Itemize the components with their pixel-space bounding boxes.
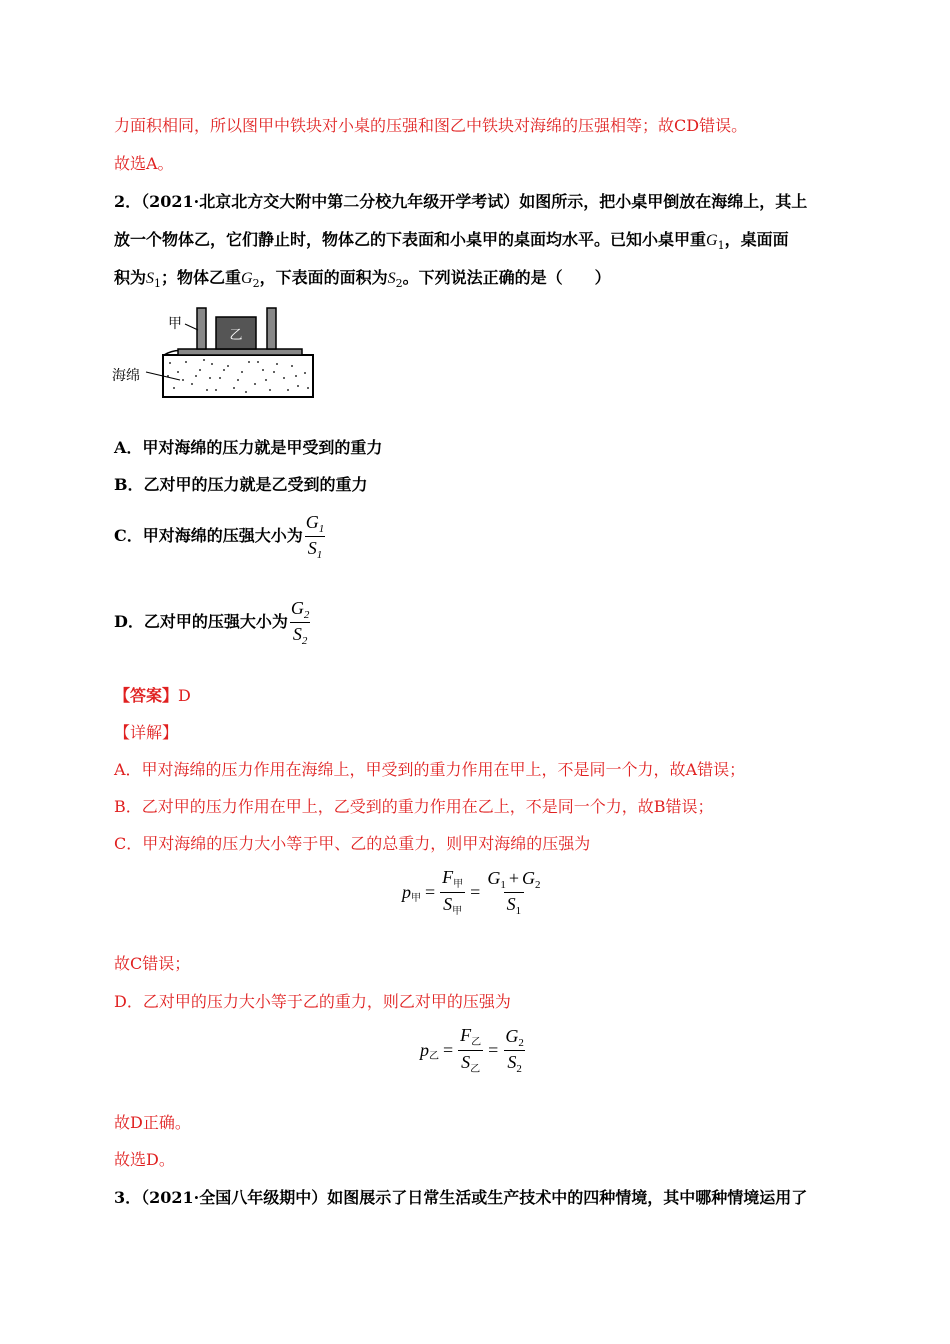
prev-choose-line: 故选A。 <box>114 154 174 173</box>
explanation-c: C．甲对海绵的压力大小等于甲、乙的总重力，则甲对海绵的压强为 <box>114 834 591 853</box>
frac-subscript: 2 <box>534 879 541 891</box>
question-stem-part: ，下表面的面积为 <box>259 268 388 287</box>
question-source: （2021·北京北方交大附中第二分校九年级开学考试） <box>141 192 520 211</box>
symbol-subscript: 2 <box>395 277 403 290</box>
explanation-d: D．乙对甲的压力大小等于乙的重力，则乙对甲的压强为 <box>114 992 511 1011</box>
plus-sign: + <box>508 868 519 888</box>
question-stem-part: 如图所示，把小桌甲倒放在海绵上，其上 <box>519 192 808 211</box>
option-d <box>114 596 312 648</box>
question-stem-part: 如图展示了日常生活或生产技术中的四种情境，其中哪种情境运用了 <box>327 1188 808 1207</box>
answer-value: D <box>178 686 191 705</box>
frac-subscript: 2 <box>518 1037 524 1049</box>
frac-numerator: F <box>460 1025 472 1045</box>
answer-line <box>114 684 191 708</box>
formula-pressure-jia: p 甲 = $\frac{F_甲}{S_甲}$ = $\frac{G_1 + G_2}{S_1}$ <box>402 866 543 919</box>
question-number: 2． <box>114 192 142 211</box>
question-stem-part: 积为 <box>114 268 147 287</box>
answer-label: 【答案】 <box>114 686 179 705</box>
explanation-c-end: 故C错误； <box>114 954 191 973</box>
frac-denominator: S <box>461 1052 471 1072</box>
option-text: 甲对海绵的压强大小为 <box>142 526 303 545</box>
question-2-line-3 <box>114 266 611 292</box>
frac-subscript: 1 <box>316 548 323 561</box>
frac-numerator: G <box>521 868 535 888</box>
question-stem-part: 。下列说法正确的是（ ） <box>402 268 611 287</box>
frac-subscript: 1 <box>500 879 506 891</box>
option-letter: C． <box>114 526 143 545</box>
frac-subscript: 2 <box>516 1063 522 1075</box>
formula-subscript: 甲 <box>453 879 464 890</box>
frac-subscript: 1 <box>318 522 325 535</box>
explanation-d-end: 故D正确。 <box>114 1113 191 1132</box>
symbol-S: S <box>387 270 396 287</box>
detail-label: 【详解】 <box>114 723 179 742</box>
formula-subscript: 甲 <box>452 906 463 917</box>
frac-denominator: S <box>506 894 516 914</box>
option-c <box>114 510 327 562</box>
frac-numerator: G <box>305 511 319 532</box>
option-a <box>114 436 382 460</box>
question-stem-part: ；物体乙重 <box>161 268 242 287</box>
formula-subscript: 乙 <box>470 1064 481 1075</box>
fraction-g2-s2 <box>288 597 313 648</box>
frac-subscript: 2 <box>303 608 310 621</box>
question-source: （2021·全国八年级期中） <box>141 1188 328 1207</box>
option-text: 乙对甲的压强大小为 <box>143 612 288 631</box>
question-stem-part: 放一个物体乙，它们静止时，物体乙的下表面和小桌甲的桌面均水平。已知小桌甲重 <box>114 230 707 249</box>
frac-subscript: 2 <box>301 634 308 647</box>
fraction-g-sum-s <box>484 867 543 918</box>
symbol-G: G <box>706 232 718 249</box>
frac-numerator: G <box>505 1026 519 1046</box>
frac-denominator: S <box>292 623 302 644</box>
explanation-b: B．乙对甲的压力作用在甲上，乙受到的重力作用在乙上，不是同一个力，故B错误； <box>114 797 714 816</box>
fraction-f-s <box>439 866 466 919</box>
formula-subscript: 乙 <box>471 1037 482 1048</box>
symbol-G: G <box>241 270 253 287</box>
option-text: 甲对海绵的压力就是甲受到的重力 <box>142 438 383 457</box>
symbol-S: S <box>146 270 155 287</box>
frac-denominator: S <box>307 537 317 558</box>
explanation-a: A．甲对海绵的压力作用在海绵上，甲受到的重力作用在甲上，不是同一个力，故A错误； <box>114 760 746 779</box>
symbol-subscript: 2 <box>252 277 260 290</box>
option-letter: B． <box>114 475 144 494</box>
frac-subscript: 1 <box>515 905 522 917</box>
fraction-g1-s1 <box>303 511 328 562</box>
option-letter: D． <box>114 612 144 631</box>
label-sponge: 海绵 <box>112 368 140 384</box>
choose-line: 故选D。 <box>114 1150 175 1169</box>
formula-subscript: 乙 <box>429 1051 439 1062</box>
frac-numerator: G <box>487 868 501 888</box>
symbol-subscript: 1 <box>154 277 162 290</box>
formula-p: p <box>402 882 411 902</box>
frac-denominator: S <box>507 1052 517 1072</box>
option-b <box>114 473 368 497</box>
option-letter: A． <box>114 438 143 457</box>
frac-numerator: G <box>290 597 304 618</box>
question-number: 3． <box>114 1188 142 1207</box>
frac-denominator: S <box>443 894 453 914</box>
question-2-line-2 <box>114 228 789 254</box>
formula-p: p <box>420 1040 429 1060</box>
frac-numerator: F <box>442 867 454 887</box>
label-jia: 甲 <box>168 316 182 332</box>
formula-pressure-yi: p 乙 = $\frac{F_乙}{S_乙}$ = $\frac{G_2}{S_2}$ <box>420 1024 527 1077</box>
label-yi: 乙 <box>229 328 243 343</box>
fraction-f-s <box>457 1024 484 1077</box>
question-2-line-1 <box>114 190 807 214</box>
formula-subscript: 甲 <box>411 893 421 904</box>
prev-explanation-line: 力面积相同，所以图甲中铁块对小桌的压强和图乙中铁块对海绵的压强相等；故CD错误。 <box>114 116 748 135</box>
fraction-g2-s2-result <box>502 1025 527 1076</box>
symbol-subscript: 1 <box>717 239 725 252</box>
question-3-line-1 <box>114 1186 807 1210</box>
question-stem-part: ，桌面面 <box>724 230 789 249</box>
table-sponge-figure <box>108 300 323 400</box>
option-text: 乙对甲的压力就是乙受到的重力 <box>143 475 368 494</box>
